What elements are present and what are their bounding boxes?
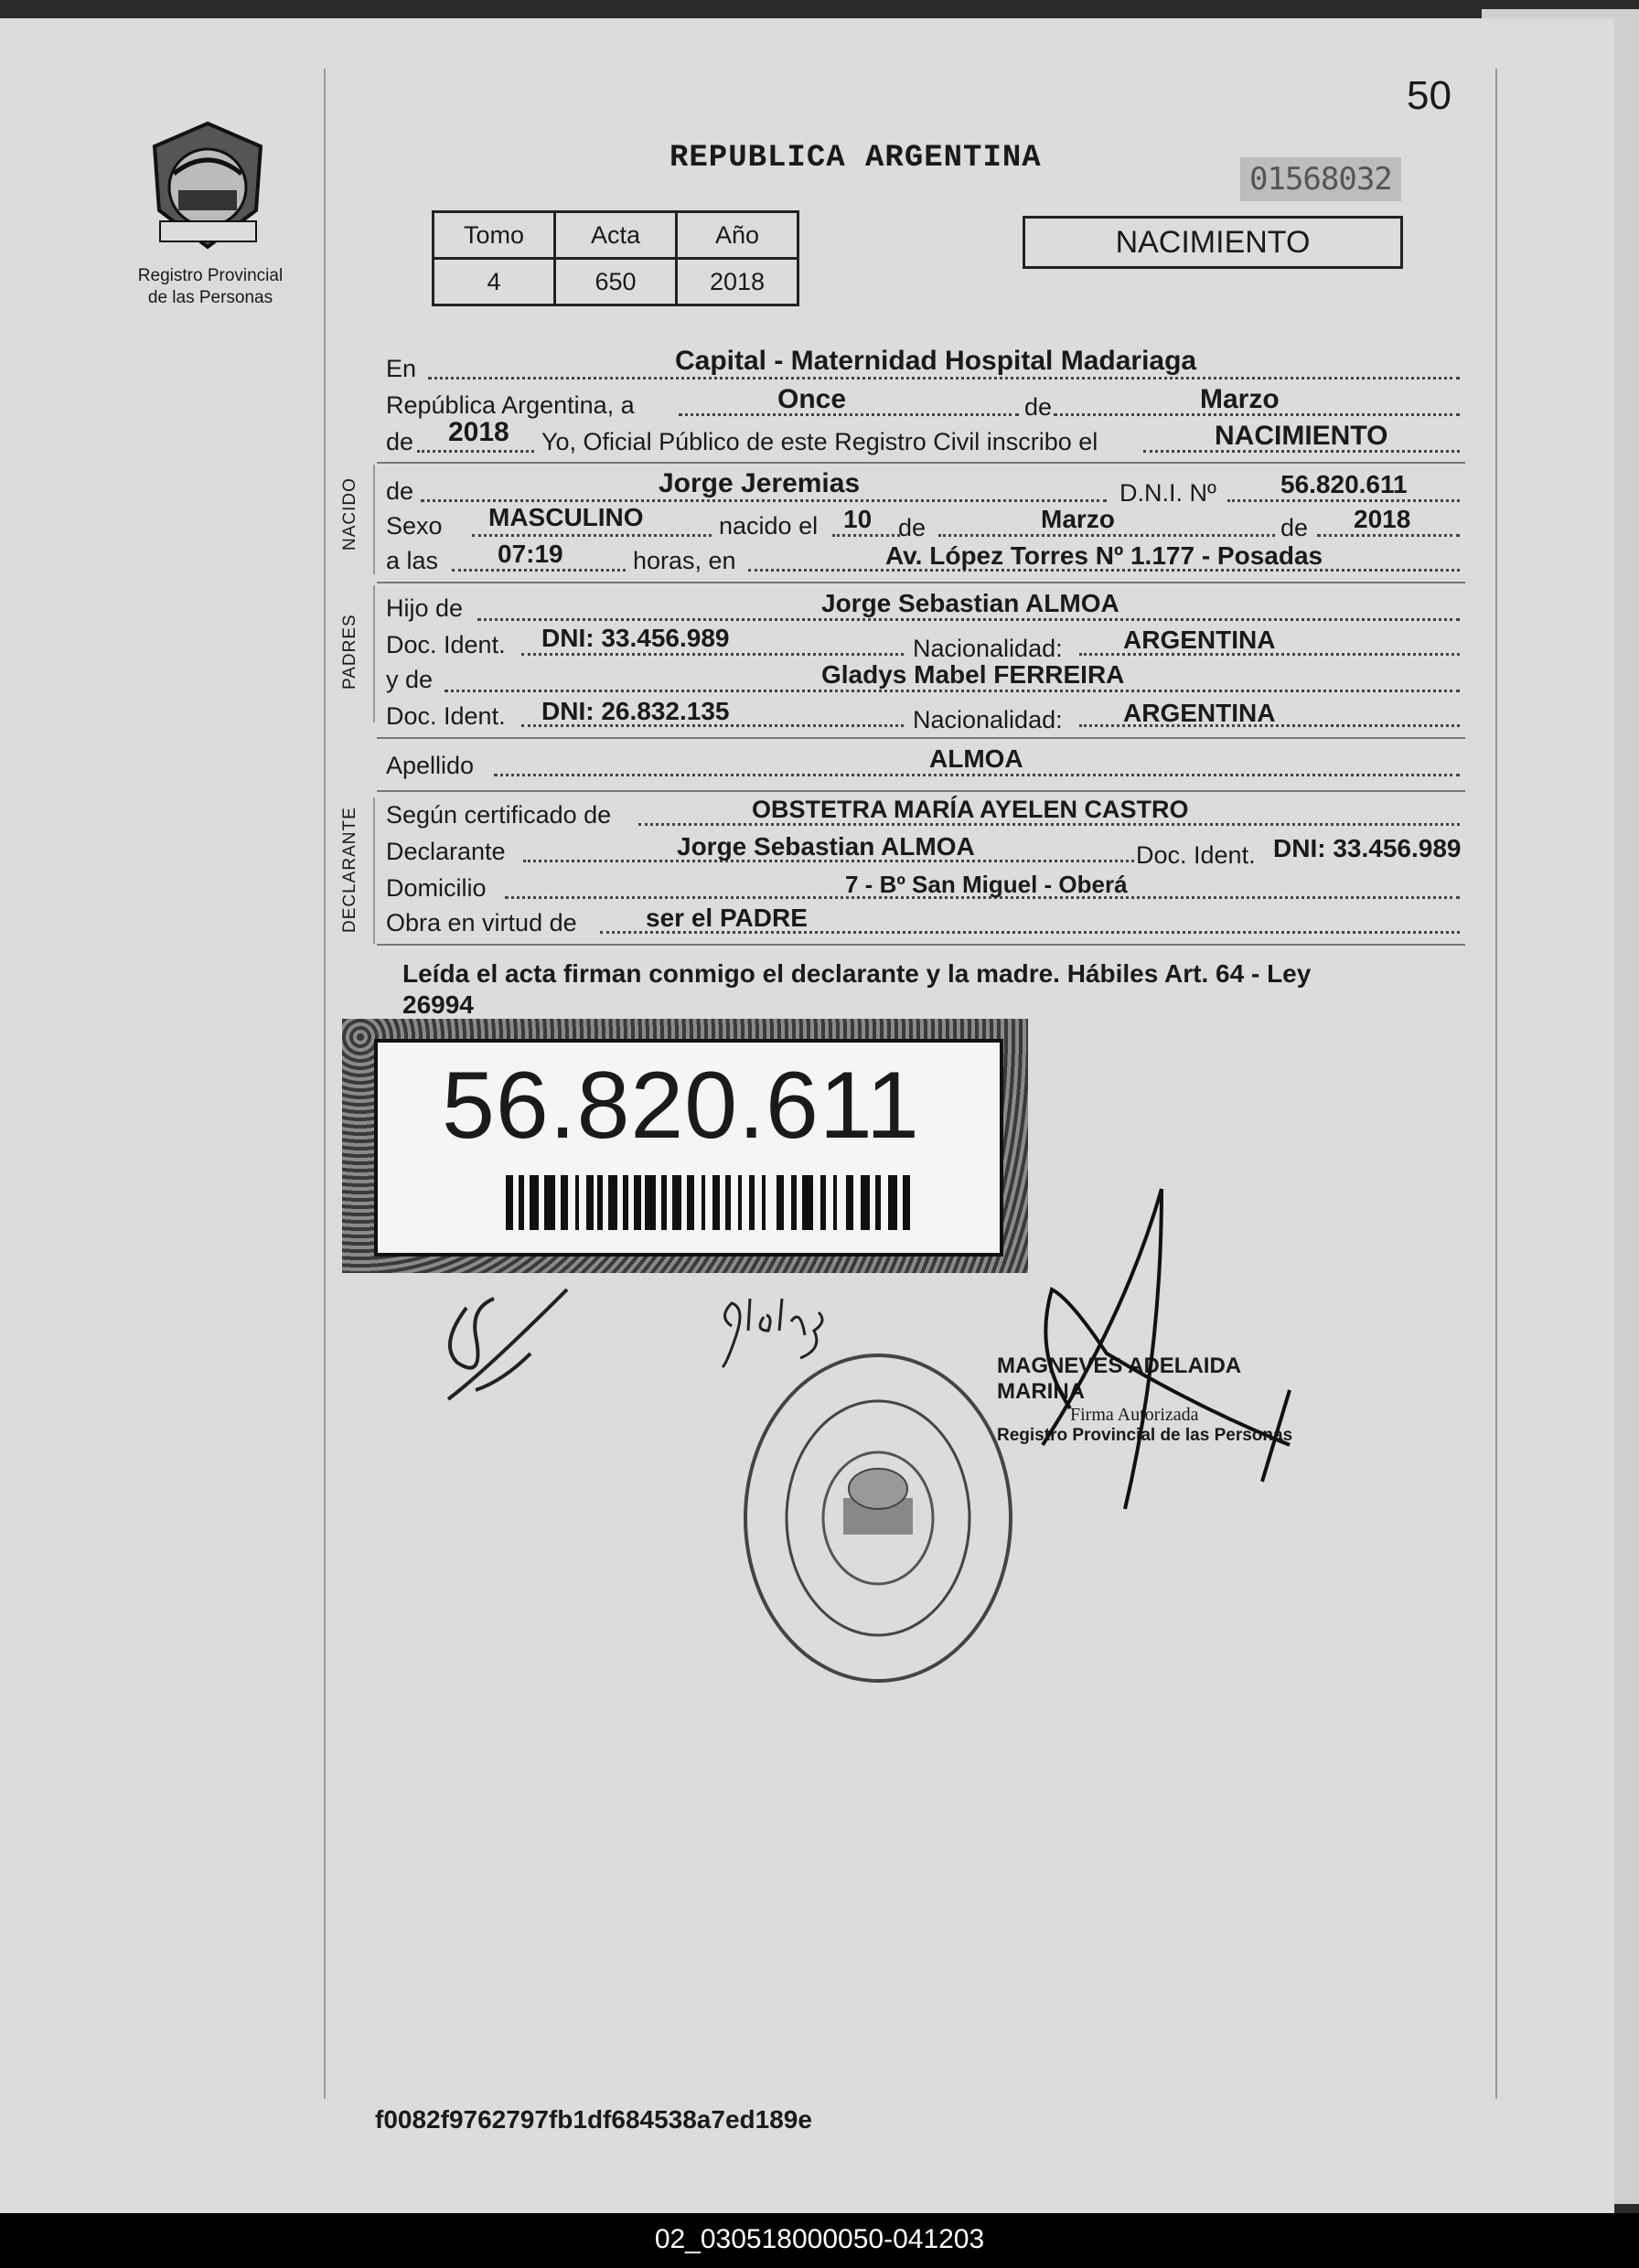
obra-label: Obra en virtud de <box>386 909 577 936</box>
mother-doc: DNI: 26.832.135 <box>541 697 730 725</box>
reference-table-header <box>434 212 798 259</box>
de-label: de <box>898 514 927 541</box>
birth-time: 07:19 <box>498 540 563 568</box>
value-acta: 650 <box>555 259 677 305</box>
province-seal-logo <box>146 119 270 256</box>
dotted-line <box>417 450 534 453</box>
nacionalidad-label: Nacionalidad: <box>913 706 1063 733</box>
birth-day: 10 <box>843 505 873 533</box>
dotted-line <box>494 774 1460 776</box>
month-value: Marzo <box>1200 384 1280 414</box>
dotted-line <box>445 690 1460 692</box>
declarant-signature <box>430 1271 585 1408</box>
dni-label: D.N.I. Nº <box>1119 479 1216 507</box>
dotted-line <box>832 534 900 537</box>
dni-sticker-number: 56.820.611 <box>442 1053 920 1159</box>
a-las-label: a las <box>386 547 439 574</box>
doc-label: Doc. Ident. <box>386 702 506 730</box>
official-name: MAGNEVES ADELAIDA MARINA <box>997 1353 1241 1404</box>
closing-line-1: Leída el acta firman conmigo el declarante y la madre. Hábiles Art. 64 - Ley <box>402 959 1312 988</box>
dotted-line <box>521 653 904 656</box>
closing-text <box>402 958 1473 1021</box>
closing-line-2: 26994 <box>402 990 474 1019</box>
nacionalidad-label: Nacionalidad: <box>913 635 1063 662</box>
logo-caption-line1: Registro Provincial <box>137 266 284 285</box>
reference-table-row <box>434 259 798 305</box>
birth-year: 2018 <box>1354 505 1411 533</box>
birth-address: Av. López Torres Nº 1.177 - Posadas <box>885 541 1323 570</box>
dotted-line <box>679 413 1019 416</box>
dotted-line <box>1227 499 1460 502</box>
doc-label: Doc. Ident. <box>1136 841 1256 869</box>
declarante-doc: DNI: 33.456.989 <box>1273 834 1462 862</box>
official-role: Firma Autorizada <box>1070 1405 1199 1425</box>
document-title: REPUBLICA ARGENTINA <box>670 141 1042 176</box>
hijo-label: Hijo de <box>386 594 464 622</box>
padres-side-label: PADRES <box>340 614 359 690</box>
place-value: Capital - Maternidad Hospital Madariaga <box>675 346 1197 376</box>
apellido-label: Apellido <box>386 752 475 779</box>
declarante-side-label: DECLARANTE <box>340 807 359 933</box>
domicilio-value: 7 - Bº San Miguel - Oberá <box>845 871 1128 898</box>
barcode <box>506 1175 927 1230</box>
section-separator <box>377 790 1465 792</box>
header-anio: Año <box>677 212 798 259</box>
page-number: 50 <box>1407 73 1452 118</box>
mother-name: Gladys Mabel FERREIRA <box>821 660 1125 689</box>
father-name: Jorge Sebastian ALMOA <box>821 589 1119 617</box>
domicilio-label: Domicilio <box>386 874 487 902</box>
sexo-label: Sexo <box>386 512 443 540</box>
dotted-line <box>421 499 1107 502</box>
dni-sticker <box>342 1019 1028 1273</box>
day-value: Once <box>777 384 847 414</box>
document-hash: f0082f9762797fb1df684538a7ed189e <box>375 2105 812 2134</box>
en-label: En <box>386 355 417 382</box>
apellido-value: ALMOA <box>929 744 1023 773</box>
act-value: NACIMIENTO <box>1215 421 1388 451</box>
obra-value: ser el PADRE <box>646 904 808 932</box>
section-separator <box>377 737 1465 739</box>
official-office: Registro Provincial de las Personas <box>997 1426 1293 1445</box>
section-bracket <box>373 465 375 574</box>
logo-caption-line2: de las Personas <box>147 288 273 307</box>
section-bracket <box>373 585 375 722</box>
dotted-line <box>477 618 1460 621</box>
certificado-value: OBSTETRA MARÍA AYELEN CASTRO <box>752 796 1189 823</box>
section-bracket <box>373 797 375 944</box>
right-margin-line <box>1495 69 1497 2099</box>
official-signature <box>1015 1171 1344 1518</box>
father-nationality: ARGENTINA <box>1123 626 1276 654</box>
header-tomo: Tomo <box>434 212 555 259</box>
value-tomo: 4 <box>434 259 555 305</box>
serial-number-stamp: 01568032 <box>1240 157 1401 201</box>
certificado-label: Según certificado de <box>386 801 612 829</box>
mother-nationality: ARGENTINA <box>1123 699 1276 727</box>
doc-label: Doc. Ident. <box>386 631 506 658</box>
value-anio: 2018 <box>677 259 798 305</box>
year-value: 2018 <box>448 417 509 447</box>
section-separator <box>377 582 1465 583</box>
y-de-label: y de <box>386 666 434 693</box>
declarante-name: Jorge Sebastian ALMOA <box>677 832 975 861</box>
father-doc: DNI: 33.456.989 <box>541 624 730 652</box>
de-label: de <box>1280 514 1309 541</box>
logo-caption <box>119 265 302 309</box>
dotted-line <box>472 534 712 537</box>
header-acta: Acta <box>555 212 677 259</box>
dotted-line <box>452 569 626 572</box>
child-name: Jorge Jeremias <box>659 468 861 498</box>
dotted-line <box>938 534 1275 537</box>
dotted-line <box>428 377 1460 380</box>
nacido-side-label: NACIDO <box>340 477 359 551</box>
de2-label: de <box>386 428 414 455</box>
record-type-box: NACIMIENTO <box>1023 216 1403 269</box>
reference-table <box>432 210 799 306</box>
dotted-line <box>1317 534 1460 537</box>
child-dni: 56.820.611 <box>1280 470 1408 498</box>
sexo-value: MASCULINO <box>488 503 644 531</box>
birth-month: Marzo <box>1041 505 1115 533</box>
de-label: de <box>1024 393 1053 421</box>
section-separator <box>377 462 1465 464</box>
horas-label: horas, en <box>633 547 736 574</box>
footer-file-id: 02_030518000050-041203 <box>654 2224 985 2254</box>
declarante-label: Declarante <box>386 838 506 865</box>
nacido-label: nacido el <box>719 512 819 540</box>
left-margin-line <box>324 69 326 2099</box>
de-label: de <box>386 477 414 505</box>
republica-label: República Argentina, a <box>386 391 635 419</box>
dni-sticker-panel <box>374 1039 1003 1257</box>
inscribo-label: Yo, Oficial Público de este Registro Civil inscribo el <box>541 428 1098 455</box>
section-separator <box>377 944 1465 946</box>
round-registry-stamp <box>741 1352 1015 1685</box>
